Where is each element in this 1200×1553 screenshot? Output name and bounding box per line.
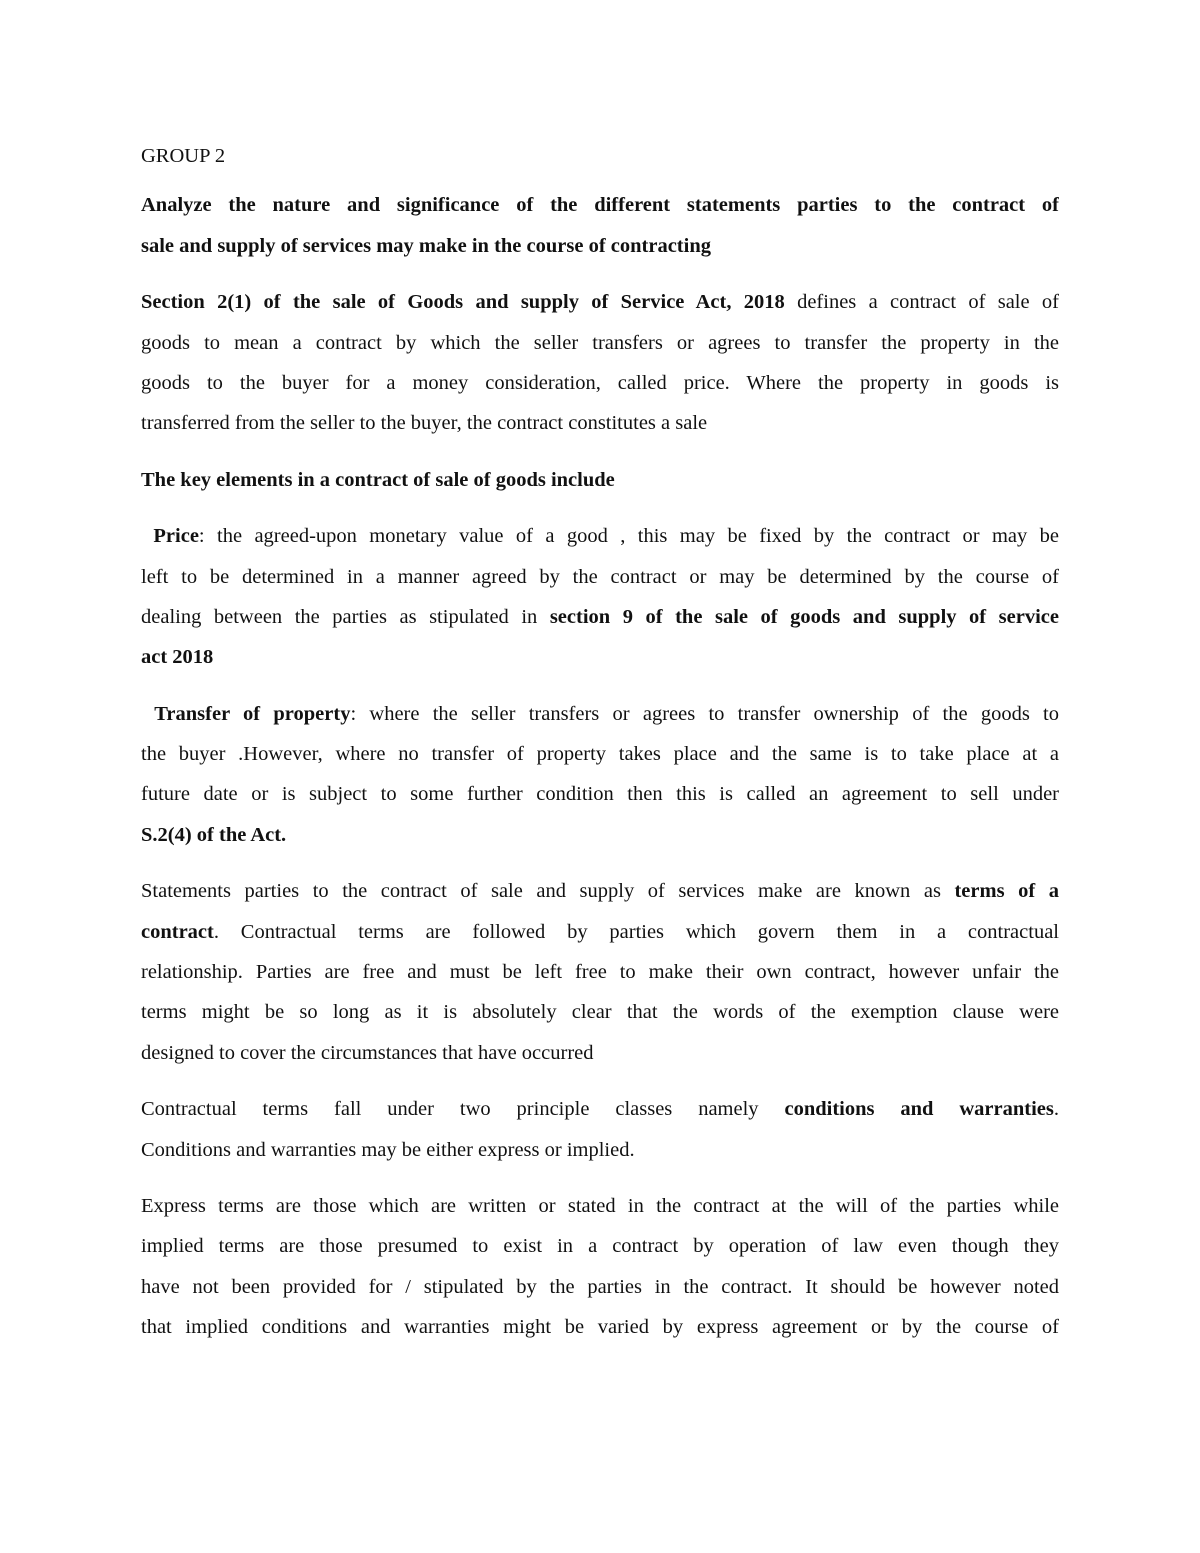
paragraph-line [141,871,1059,911]
terms-paragraph [141,871,1059,1073]
paragraph-line: left to be determined in a manner agreed by the contract or may be determined by the course of [141,565,1059,588]
section-heading: The key elements in a contract of sale of goods include [141,468,615,491]
text-run: : where the seller transfers or agrees to transfer ownership of the goods to [350,702,1059,725]
paragraph-line: implied terms are those presumed to exist in a contract by operation of law even though they [141,1235,1059,1258]
emphasis-text: terms of a [954,880,1059,903]
text-run: . Contractual terms are followed by parties which govern them in a contractual [213,920,1059,943]
express-terms-paragraph [141,1186,1059,1348]
definition-paragraph [141,282,1059,444]
question-paragraph [141,185,1059,266]
statute-reference: Section 2(1) of the sale of Goods and supply of Service Act, 2018 [141,291,785,314]
paragraph-line: terms might be so long as it is absolutely clear that the words of the exemption clause were [141,1001,1059,1024]
paragraph-line: Conditions and warranties may be either express or implied. [141,1138,635,1161]
paragraph-line [141,516,1059,556]
emphasis-text: contract [141,920,214,943]
paragraph-line: transferred from the seller to the buyer, the contract constitutes a sale [141,412,708,435]
statute-reference: act 2018 [141,646,214,669]
text-run: defines a contract of sale of [784,291,1059,314]
paragraph-line: Express terms are those which are written or stated in the contract at the will of the parties while [141,1194,1059,1217]
text-run: . [1053,1098,1059,1121]
text-run: dealing between the parties as stipulated in [141,605,550,628]
paragraph-line: relationship. Parties are free and must be left free to make their own contract, however unfair the [141,961,1059,984]
paragraph-line: goods to the buyer for a money consideration, called price. Where the property in goods is [141,371,1059,394]
paragraph-line [141,694,1059,734]
term-label: Transfer of property [154,702,351,725]
paragraph-line: the buyer .However, where no transfer of property takes place and the same is to take place at a [141,743,1059,766]
paragraph-line: designed to cover the circumstances that have occurred [141,1041,594,1064]
paragraph-line [141,597,1059,637]
text-run: : the agreed-upon monetary value of a good , this may be fixed by the contract or may be [198,525,1059,548]
paragraph-line: goods to mean a contract by which the seller transfers or agrees to transfer the property in the [141,331,1059,354]
transfer-paragraph [141,694,1059,856]
statute-reference: section 9 of the sale of goods and supply of service [549,605,1059,628]
paragraph-line [141,282,1059,322]
price-paragraph [141,516,1059,678]
paragraph-line: future date or is subject to some further condition then this is called an agreement to sell under [141,783,1059,806]
text-run: Contractual terms fall under two principle classes namely [141,1098,785,1121]
document-page [141,136,1059,1348]
question-line: Analyze the nature and significance of the different statements parties to the contract of [141,194,1059,217]
document-heading: GROUP 2 [141,145,226,167]
term-label: Price [153,525,199,548]
paragraph-line [141,912,1059,952]
classes-paragraph [141,1089,1059,1170]
paragraph-line: have not been provided for / stipulated by the parties in the contract. It should be however noted [141,1275,1059,1298]
paragraph-line: that implied conditions and warranties might be varied by express agreement or by the course of [141,1316,1059,1339]
statute-reference: S.2(4) of the Act. [141,823,287,846]
emphasis-text: conditions and warranties [784,1098,1054,1121]
paragraph-line [141,1089,1059,1129]
question-line: sale and supply of services may make in the course of contracting [141,234,711,257]
text-run: Statements parties to the contract of sale and supply of services make are known as [141,880,955,903]
